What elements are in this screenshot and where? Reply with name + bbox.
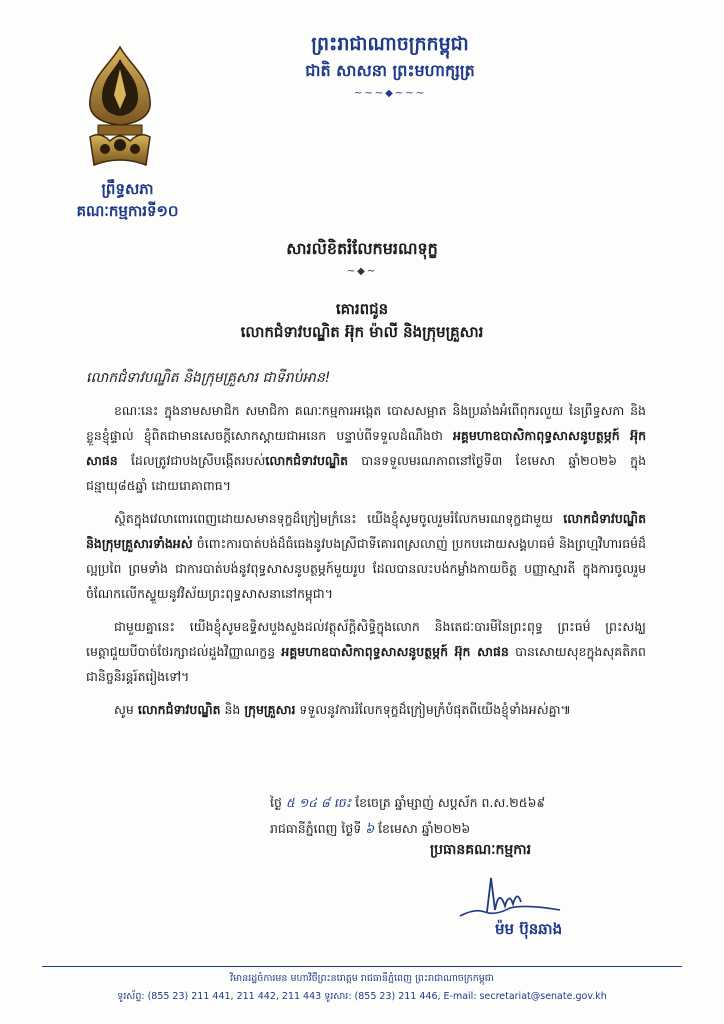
kingdom-motto: ជាតិ សាសនា ព្រះមហាក្សត្រ — [305, 61, 475, 80]
signature-icon — [455, 868, 565, 924]
footer — [42, 970, 682, 1006]
subject-ornament: ~◆~ — [346, 266, 378, 277]
salutation: លោកជំទាវបណ្ឌិត និងក្រុមគ្រួសារ ជាទីរាប់អាន! — [86, 370, 331, 386]
solar-date: រាជធានីភ្នំពេញ ថ្ងៃទី ៦ ខែមេសា ឆ្នាំ២០២៦ — [270, 821, 471, 836]
lunar-date: ថ្ងៃ ៥ ១៤ ៨ ចេះ ខែចេត្រ ឆ្នាំម្សាញ់ សប្តស័ក ព.ស.២៥៦៩ — [270, 795, 546, 810]
signer-name: ម៉ម ប៊ុនឆាង — [495, 920, 563, 938]
recipient-block — [0, 298, 724, 344]
paragraph-2: ស្ថិតក្នុងវេលាពោរពេញដោយសមានទុក្ខដ៏ក្រៀមក្រំនេះ យើងខ្ញុំសូមចូលរួមរំលែកមរណទុក្ខជាមួយ លោកជំទាវបណ្ឌិត និងក្រុមគ្រួសារទាំងអស់ ចំពោះការបាត់បង់ដ៏ធំធេងនូវបងស្រីជាទីគោរពស្រលាញ់ ប្រកបដោយសង្គហធម៌ និងព្រហ្មវិហារធម៌ដ៏ល្អប្រពៃ ព្រមទាំង ជាការបាត់បង់នូវពុទ្ធសាសនូបត្ថម្ភក៍មួយរូប ដែលបានលះបង់កម្លាំងកាយចិត្ត បញ្ញាស្មារតី ក្នុងការចូលរួមចំណែកលើកស្ទួយនូវវិស័យព្រះពុទ្ធសាសនានៅកម្ពុជា។ — [86, 511, 646, 601]
paragraph-3: ជាមួយគ្នានេះ យើងខ្ញុំសូមឧទ្ទិសបួងសួងដល់វត្ថុស័ក្តិសិទ្ធិក្នុងលោក និងតេជៈបារមីនៃព្រះពុទ្ធ ព្រះធម៌ ព្រះសង្ឃ មេត្តាជួយបីបាច់ថែរក្សាដល់ដួងវិញ្ញាណក្ខន្ធ អគ្គមហាឧបាសិកាពុទ្ធសាសនូបត្ថម្ភក៍ អ៊ុក សាផន បានសោយសុខក្នុងសុគតិភពជានិច្ចនិរន្តរ៍តរៀងទៅ។ — [86, 619, 646, 684]
kingdom-header — [240, 30, 540, 99]
paragraph-4: សូម លោកជំទាវបណ្ឌិត និង ក្រុមគ្រួសារ ទទួលនូវការរំលែកទុក្ខដ៏ក្រៀមក្រំបំផុតពីយើងខ្ញុំទាំងអស់គ្នា៕ — [114, 702, 571, 717]
kingdom-title: ព្រះរាជាណាចក្រកម្ពុជា — [311, 33, 469, 55]
paragraph-1: ខណៈនេះ ក្នុងនាមសមាជិក សមាជិកា គណៈកម្មការអង្កេត បោសសម្អាត និងប្រឆាំងអំពើពុករលួយ នៃព្រឹទ្ធសភា និងខ្លួនខ្ញុំផ្ទាល់ ខ្ញុំពិតជាមានសេចក្ដីសោកស្ដាយជាអនេក បន្ទាប់ពីទទួលដំណឹងថា អគ្គមហាឧបាសិកាពុទ្ធសាសនូបត្ថម្ភក៍ អ៊ុក សាផន ដែលត្រូវជាបងស្រីបង្កើតរបស់លោកជំទាវបណ្ឌិត បានទទួលមរណភាពនៅថ្ងៃទី៣ ខែមេសា ឆ្នាំ២០២៦ ក្នុងជន្មាយុ៨៥ឆ្នាំ ដោយរោគាពាធ។ — [86, 403, 647, 493]
org-name: ព្រឹទ្ធសភា — [101, 180, 154, 198]
organization-block — [55, 178, 200, 222]
footer-contact: ទូរស័ព្ទ: (855 23) 211 441, 211 442, 211 443 ទូរសារ: (855 23) 211 446, E-mail: secretariat@senate.gov.kh — [117, 991, 607, 1002]
letter-body — [86, 398, 646, 730]
signer-title: ប្រធានគណៈកម្មការ — [430, 842, 532, 858]
footer-divider — [42, 966, 682, 967]
header-ornament: ~~~◆~~~ — [354, 88, 426, 99]
org-committee: គណៈកម្មការទី១០ — [76, 202, 179, 220]
date-block — [270, 790, 650, 842]
senate-emblem-icon — [80, 45, 160, 170]
recipient-name: លោកជំទាវបណ្ឌិត អ៊ុក ម៉ាលី និងក្រុមគ្រួសារ — [240, 323, 484, 341]
footer-address: វិមានរដ្ឋចំការមន មហាវិថីព្រះនរោត្តម រាជធានីភ្នំពេញ ព្រះរាជាណាចក្រកម្ពុជា — [230, 973, 494, 984]
recipient-label: គោរពជូន — [335, 300, 389, 318]
letter-subject: សារលិខិតរំលែកមរណទុក្ខ — [286, 239, 438, 258]
